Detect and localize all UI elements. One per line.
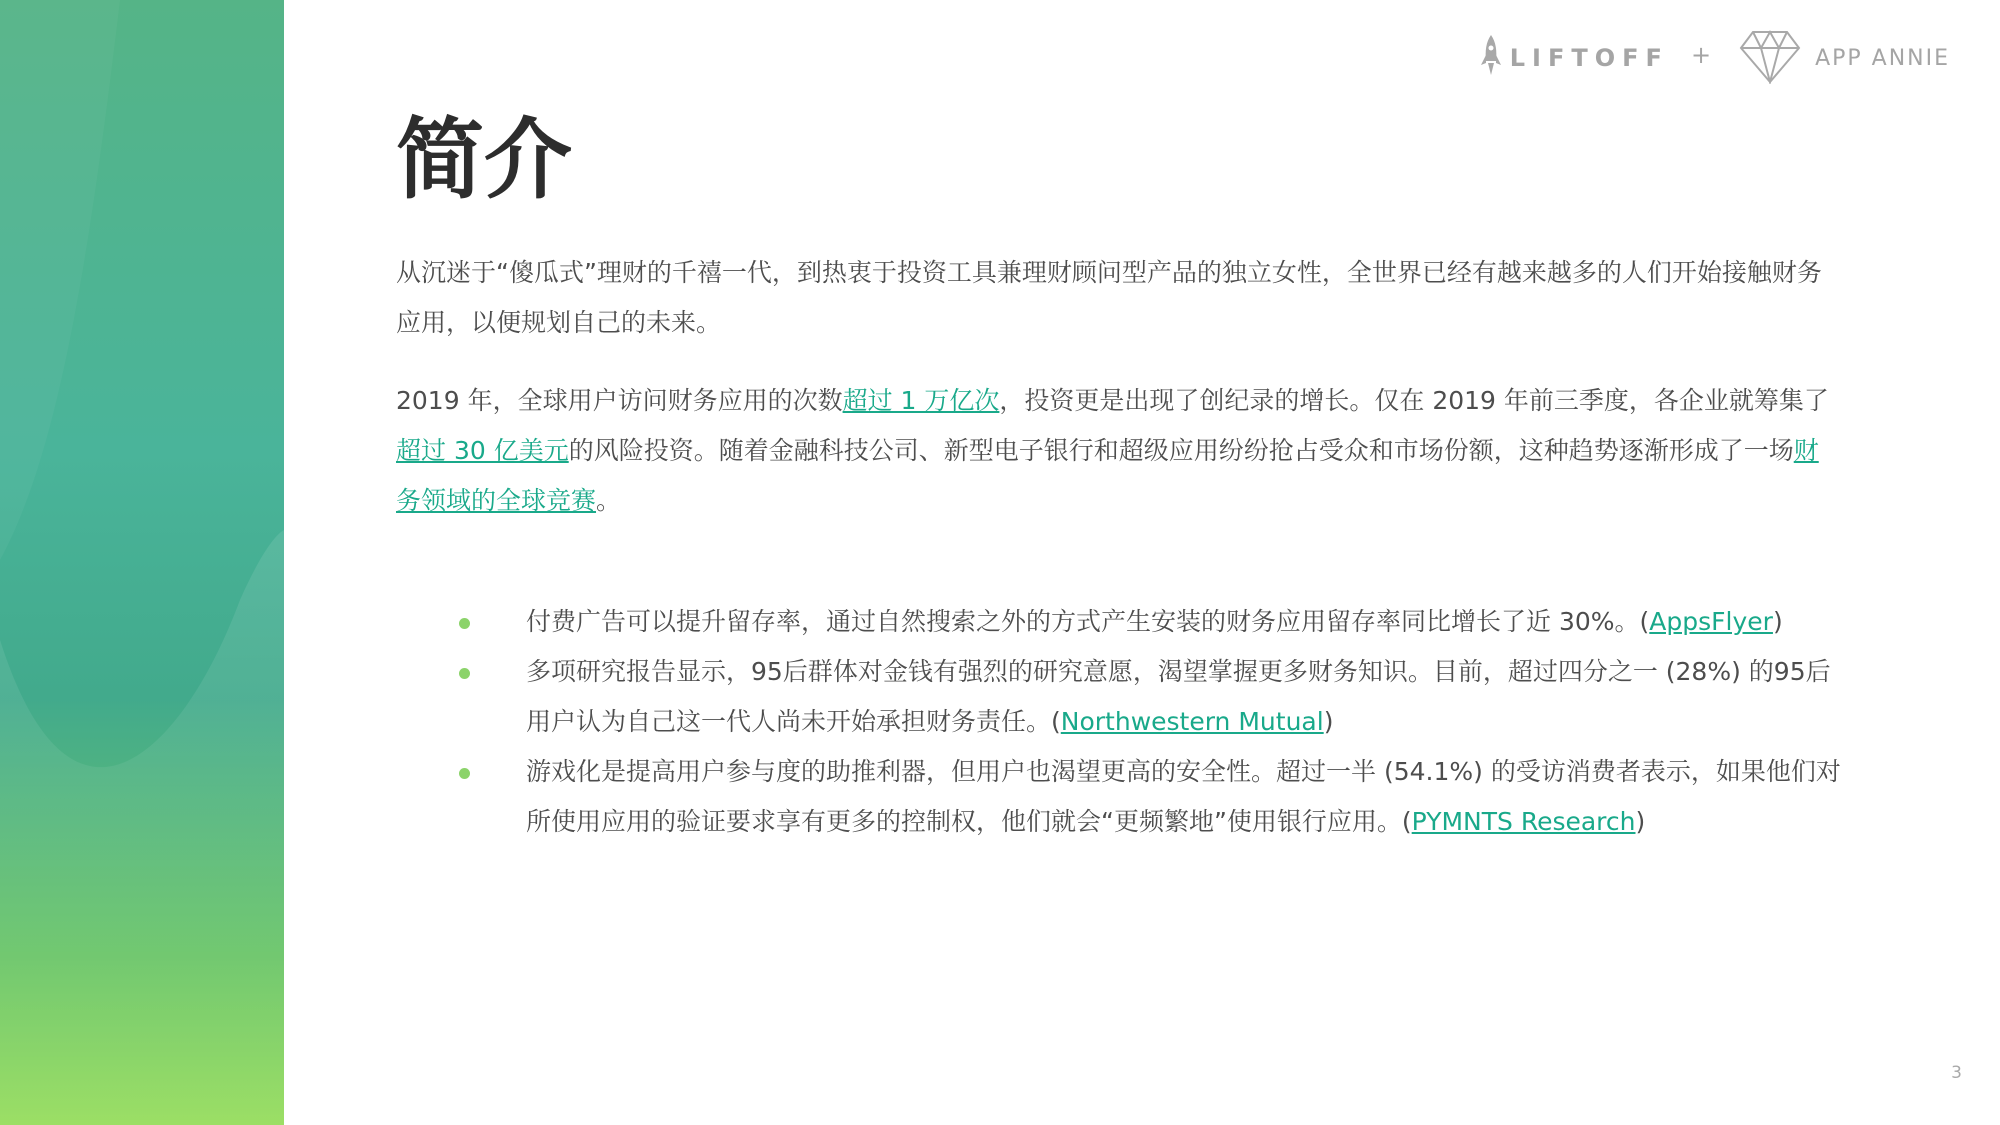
intro-paragraph-text: 从沉迷于“傻瓜式”理财的千禧一代，到热衷于投资工具兼理财顾问型产品的独立女性，全世界已经有越来越多的人们开始接触财务应用，以便规划自己的未来。	[396, 258, 1822, 337]
bullet-text: 付费广告可以提升留存率，通过自然搜索之外的方式产生安装的财务应用留存率同比增长了近 30%。(	[526, 607, 1650, 636]
stats-text-1: 2019 年，全球用户访问财务应用的次数	[396, 386, 843, 415]
bullet-dot-icon	[459, 618, 470, 629]
decorative-gradient-panel	[0, 0, 284, 1125]
link-over-one-trillion-visits[interactable]: 超过 1 万亿次	[842, 386, 1000, 415]
bullet-text: 游戏化是提高用户参与度的助推利器，但用户也渴望更高的安全性。超过一半 (54.1%) 的受访消费者表示，如果他们对所使用应用的验证要求享有更多的控制权，他们就会“更频繁地”使用银行应用。(	[526, 757, 1841, 836]
key-findings-list	[452, 597, 1842, 847]
stats-text-3: 的风险投资。随着金融科技公司、新型电子银行和超级应用纷纷抢占受众和市场份额，这种趋势逐渐形成了一场	[568, 436, 1794, 465]
bullet-suffix: )	[1635, 807, 1646, 836]
intro-paragraph	[396, 248, 1836, 348]
rocket-icon	[1480, 33, 1502, 83]
list-item	[452, 647, 1842, 747]
gradient-wave-shape	[0, 0, 284, 1125]
bullet-text: 多项研究报告显示，95后群体对金钱有强烈的研究意愿，渴望掌握更多财务知识。目前，超过四分之一 (28%) 的95后用户认为自己这一代人尚未开始承担财务责任。(	[526, 657, 1831, 736]
bullet-suffix: )	[1323, 707, 1334, 736]
app-annie-logo	[1739, 28, 1950, 88]
bullet-suffix: )	[1772, 607, 1783, 636]
list-item	[452, 597, 1842, 647]
partner-logos	[1480, 28, 1950, 88]
stats-text-4: 。	[596, 486, 622, 515]
bullet-dot-icon	[459, 768, 470, 779]
link-global-finance-race[interactable]: 财务领域的全球竞赛	[396, 436, 1819, 515]
page-title: 简介	[396, 108, 573, 211]
plus-sign: +	[1690, 41, 1712, 69]
stats-text-2: ，投资更是出现了创纪录的增长。仅在 2019 年前三季度，各企业就筹集了	[999, 386, 1829, 415]
app-annie-wordmark: APP ANNIE	[1815, 45, 1950, 71]
link-over-three-billion-usd[interactable]: 超过 30 亿美元	[396, 436, 569, 465]
list-item	[452, 747, 1842, 847]
stats-paragraph	[396, 376, 1836, 526]
liftoff-wordmark: LIFTOFF	[1509, 44, 1669, 72]
source-link-northwestern-mutual[interactable]: Northwestern Mutual	[1060, 707, 1324, 736]
liftoff-logo	[1480, 33, 1669, 83]
source-link-pymnts-research[interactable]: PYMNTS Research	[1411, 807, 1636, 836]
bullet-dot-icon	[459, 668, 470, 679]
diamond-icon	[1739, 28, 1801, 88]
source-link-appsflyer[interactable]: AppsFlyer	[1649, 607, 1773, 636]
page-number: 3	[1951, 1063, 1962, 1083]
